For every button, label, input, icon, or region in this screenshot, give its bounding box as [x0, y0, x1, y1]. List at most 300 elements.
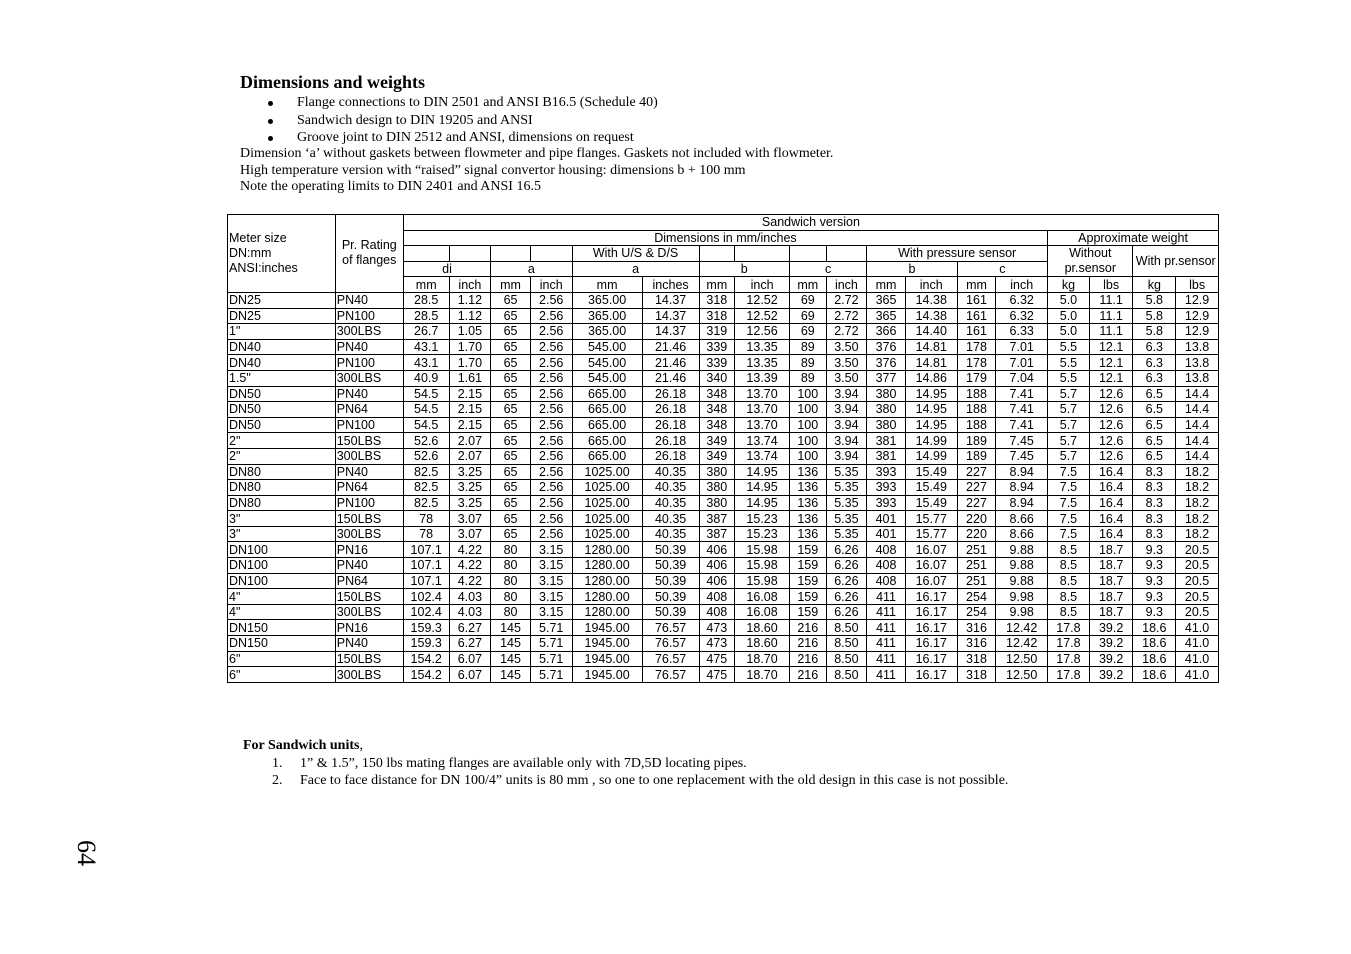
table-cell: 3.25 [449, 480, 491, 496]
table-cell: 3.15 [530, 558, 572, 574]
table-cell: 18.70 [735, 667, 790, 683]
table-cell: 13.8 [1176, 370, 1219, 386]
table-cell: 18.60 [735, 620, 790, 636]
table-cell: 8.5 [1048, 604, 1090, 620]
table-cell: 545.00 [572, 355, 642, 371]
page-title: Dimensions and weights [240, 72, 426, 92]
table-cell: 377 [867, 370, 906, 386]
table-cell: 18.6 [1133, 620, 1176, 636]
table-cell: 7.5 [1048, 511, 1090, 527]
table-cell: 365.00 [572, 292, 642, 308]
table-cell: 14.95 [735, 495, 790, 511]
table-cell: 14.99 [905, 433, 957, 449]
rating-cell: PN16 [335, 542, 403, 558]
table-cell: 2.56 [530, 339, 572, 355]
table-cell: 17.8 [1048, 620, 1090, 636]
meter-size-cell: 6" [228, 651, 336, 667]
table-cell: 8.5 [1048, 573, 1090, 589]
dimensions-weights-table [227, 214, 1219, 683]
table-cell: 6.07 [449, 667, 491, 683]
meter-size-cell: 2" [228, 448, 336, 464]
table-cell: 15.49 [905, 480, 957, 496]
table-cell: 14.95 [735, 464, 790, 480]
table-cell: 12.50 [996, 651, 1048, 667]
table-cell: 6.27 [449, 636, 491, 652]
table-cell: 50.39 [642, 558, 699, 574]
table-cell: 107.1 [403, 542, 449, 558]
table-cell: 5.8 [1133, 308, 1176, 324]
group-label-c-pressure: c [957, 261, 1047, 277]
table-row [228, 292, 1219, 308]
table-cell: 2.56 [530, 370, 572, 386]
table-cell: 411 [867, 589, 906, 605]
table-cell: 1.12 [449, 308, 491, 324]
table-cell: 21.46 [642, 355, 699, 371]
note-line: Note the operating limits to DIN 2401 and ANSI 16.5 [240, 179, 541, 195]
meter-size-cell: 2" [228, 433, 336, 449]
table-cell: 393 [867, 464, 906, 480]
table-cell: 12.56 [735, 324, 790, 340]
table-cell: 14.4 [1176, 448, 1219, 464]
table-cell: 7.5 [1048, 480, 1090, 496]
rating-cell: 300LBS [335, 526, 403, 542]
footer-item [240, 772, 1008, 789]
unit-header-cell: mm [491, 277, 531, 293]
table-cell: 15.77 [905, 526, 957, 542]
table-cell: 216 [790, 667, 827, 683]
table-cell: 1280.00 [572, 604, 642, 620]
table-cell: 7.41 [996, 386, 1048, 402]
sandwich-version-header: Sandwich version [403, 215, 1218, 231]
table-cell: 665.00 [572, 448, 642, 464]
table-cell: 348 [699, 402, 735, 418]
table-cell: 411 [867, 604, 906, 620]
table-cell: 5.35 [826, 464, 867, 480]
table-cell: 136 [790, 511, 827, 527]
footer-item-text: Face to face distance for DN 100/4” units is 80 mm , so one to one replacement with the old design in this case is not possible. [300, 773, 1009, 788]
table-cell: 5.7 [1048, 433, 1090, 449]
table-cell: 8.94 [996, 480, 1048, 496]
table-cell: 318 [699, 292, 735, 308]
table-cell: 89 [790, 370, 827, 386]
table-cell: 145 [491, 620, 531, 636]
table-cell: 2.56 [530, 526, 572, 542]
rating-cell: PN40 [335, 558, 403, 574]
table-cell: 16.07 [905, 542, 957, 558]
table-cell: 387 [699, 526, 735, 542]
note-line: High temperature version with “raised” signal convertor housing: dimensions b + 100 mm [240, 162, 746, 178]
blank-cell [403, 246, 449, 262]
table-cell: 65 [491, 433, 531, 449]
table-cell: 178 [957, 355, 996, 371]
table-cell: 2.56 [530, 495, 572, 511]
rating-cell: PN40 [335, 464, 403, 480]
meter-size-cell: 4" [228, 604, 336, 620]
table-cell: 380 [699, 495, 735, 511]
table-cell: 220 [957, 526, 996, 542]
table-cell: 80 [491, 542, 531, 558]
unit-header-cell: mm [572, 277, 642, 293]
table-cell: 7.45 [996, 448, 1048, 464]
table-cell: 7.5 [1048, 464, 1090, 480]
table-cell: 14.95 [905, 386, 957, 402]
table-cell: 339 [699, 355, 735, 371]
table-cell: 136 [790, 495, 827, 511]
table-cell: 189 [957, 448, 996, 464]
meter-size-cell: DN40 [228, 339, 336, 355]
table-cell: 18.7 [1089, 542, 1133, 558]
table-cell: 9.88 [996, 542, 1048, 558]
table-cell: 349 [699, 433, 735, 449]
table-cell: 18.60 [735, 636, 790, 652]
table-cell: 406 [699, 573, 735, 589]
table-cell: 14.38 [905, 308, 957, 324]
table-cell: 8.3 [1133, 495, 1176, 511]
table-cell: 411 [867, 667, 906, 683]
table-cell: 3.07 [449, 526, 491, 542]
footer-item-number: 2. [272, 773, 283, 788]
table-cell: 13.70 [735, 402, 790, 418]
table-cell: 3.50 [826, 370, 867, 386]
bullet-text: Flange connections to DIN 2501 and ANSI B16.5 (Schedule 40) [297, 95, 658, 110]
table-cell: 12.1 [1089, 339, 1133, 355]
rating-cell: PN40 [335, 339, 403, 355]
table-cell: 100 [790, 433, 827, 449]
table-cell: 473 [699, 620, 735, 636]
table-cell: 411 [867, 636, 906, 652]
table-cell: 26.18 [642, 417, 699, 433]
table-cell: 50.39 [642, 542, 699, 558]
table-cell: 18.7 [1089, 604, 1133, 620]
table-cell: 254 [957, 589, 996, 605]
approx-weight-header: Approximate weight [1048, 230, 1219, 246]
table-cell: 41.0 [1176, 651, 1219, 667]
table-cell: 39.2 [1089, 667, 1133, 683]
table-cell: 1025.00 [572, 464, 642, 480]
table-cell: 8.5 [1048, 589, 1090, 605]
table-cell: 17.8 [1048, 667, 1090, 683]
table-cell: 5.5 [1048, 370, 1090, 386]
footer-list [240, 755, 1008, 789]
meter-size-header-line: DN:mm [229, 245, 272, 260]
table-cell: 9.3 [1133, 558, 1176, 574]
table-cell: 78 [403, 526, 449, 542]
table-cell: 2.56 [530, 355, 572, 371]
table-cell: 188 [957, 417, 996, 433]
meter-size-cell: DN50 [228, 386, 336, 402]
table-cell: 2.07 [449, 448, 491, 464]
blank-cell [790, 246, 827, 262]
table-cell: 2.56 [530, 448, 572, 464]
table-cell: 16.17 [905, 604, 957, 620]
table-cell: 40.35 [642, 480, 699, 496]
table-cell: 1280.00 [572, 589, 642, 605]
bullet-item [240, 112, 658, 130]
table-cell: 11.1 [1089, 292, 1133, 308]
table-cell: 18.7 [1089, 558, 1133, 574]
table-cell: 6.26 [826, 573, 867, 589]
rating-cell: 150LBS [335, 651, 403, 667]
table-cell: 145 [491, 667, 531, 683]
table-cell: 1945.00 [572, 636, 642, 652]
table-cell: 145 [491, 651, 531, 667]
rating-header [335, 215, 403, 293]
table-cell: 12.42 [996, 620, 1048, 636]
table-cell: 50.39 [642, 573, 699, 589]
footer-item-number: 1. [272, 756, 283, 771]
table-cell: 41.0 [1176, 636, 1219, 652]
table-cell: 7.5 [1048, 526, 1090, 542]
blank-cell [826, 246, 867, 262]
unit-header-cell: mm [867, 277, 906, 293]
table-cell: 20.5 [1176, 542, 1219, 558]
table-cell: 5.35 [826, 480, 867, 496]
rating-cell: 150LBS [335, 589, 403, 605]
table-cell: 80 [491, 604, 531, 620]
meter-size-cell: DN80 [228, 495, 336, 511]
table-cell: 5.71 [530, 620, 572, 636]
table-cell: 380 [699, 480, 735, 496]
table-cell: 2.72 [826, 324, 867, 340]
table-cell: 14.99 [905, 448, 957, 464]
table-cell: 3.94 [826, 386, 867, 402]
table-cell: 393 [867, 495, 906, 511]
table-cell: 1280.00 [572, 558, 642, 574]
table-cell: 9.88 [996, 558, 1048, 574]
table-cell: 16.07 [905, 558, 957, 574]
table-row [228, 542, 1219, 558]
unit-header-cell: kg [1048, 277, 1090, 293]
table-cell: 8.50 [826, 620, 867, 636]
table-cell: 100 [790, 417, 827, 433]
table-cell: 365.00 [572, 324, 642, 340]
table-cell: 13.8 [1176, 355, 1219, 371]
table-row [228, 495, 1219, 511]
table-cell: 65 [491, 417, 531, 433]
table-cell: 216 [790, 636, 827, 652]
table-row [228, 386, 1219, 402]
table-cell: 12.9 [1176, 324, 1219, 340]
meter-size-cell: DN80 [228, 464, 336, 480]
unit-header-cell: inch [735, 277, 790, 293]
footer-item [240, 755, 1008, 772]
table-cell: 5.35 [826, 495, 867, 511]
table-cell: 545.00 [572, 370, 642, 386]
meter-size-cell: 1.5" [228, 370, 336, 386]
rating-cell: PN100 [335, 417, 403, 433]
footer-title-suffix: , [359, 738, 363, 753]
table-cell: 2.72 [826, 308, 867, 324]
table-row [228, 308, 1219, 324]
table-cell: 5.5 [1048, 339, 1090, 355]
rating-cell: PN16 [335, 620, 403, 636]
table-cell: 15.49 [905, 464, 957, 480]
table-cell: 2.56 [530, 402, 572, 418]
table-cell: 1025.00 [572, 495, 642, 511]
table-cell: 316 [957, 636, 996, 652]
without-prsensor-line: pr.sensor [1064, 261, 1116, 276]
table-cell: 6.26 [826, 604, 867, 620]
table-cell: 6.3 [1133, 339, 1176, 355]
table-cell: 5.71 [530, 667, 572, 683]
table-cell: 26.7 [403, 324, 449, 340]
table-cell: 6.5 [1133, 433, 1176, 449]
table-cell: 1280.00 [572, 542, 642, 558]
rating-cell: 300LBS [335, 370, 403, 386]
table-cell: 13.74 [735, 433, 790, 449]
unit-header-cell: inch [530, 277, 572, 293]
table-cell: 8.50 [826, 651, 867, 667]
unit-header-cell: kg [1133, 277, 1176, 293]
table-cell: 1280.00 [572, 573, 642, 589]
table-cell: 14.81 [905, 339, 957, 355]
table-cell: 11.1 [1089, 308, 1133, 324]
table-cell: 15.23 [735, 526, 790, 542]
table-row [228, 417, 1219, 433]
table-cell: 475 [699, 667, 735, 683]
table-cell: 8.3 [1133, 464, 1176, 480]
meter-size-header-line: Meter size [229, 230, 287, 245]
table-cell: 14.37 [642, 324, 699, 340]
table-cell: 1945.00 [572, 651, 642, 667]
table-cell: 65 [491, 448, 531, 464]
table-cell: 1.12 [449, 292, 491, 308]
table-cell: 227 [957, 464, 996, 480]
table-cell: 5.71 [530, 651, 572, 667]
table-cell: 76.57 [642, 651, 699, 667]
table-cell: 3.94 [826, 417, 867, 433]
table-cell: 8.50 [826, 667, 867, 683]
table-cell: 5.7 [1048, 417, 1090, 433]
rating-cell: PN64 [335, 402, 403, 418]
table-cell: 26.18 [642, 433, 699, 449]
table-cell: 1.70 [449, 355, 491, 371]
table-cell: 136 [790, 480, 827, 496]
table-cell: 43.1 [403, 355, 449, 371]
table-row [228, 651, 1219, 667]
table-cell: 16.4 [1089, 526, 1133, 542]
table-cell: 18.2 [1176, 495, 1219, 511]
table-cell: 2.56 [530, 433, 572, 449]
table-cell: 251 [957, 558, 996, 574]
table-cell: 26.18 [642, 402, 699, 418]
table-cell: 188 [957, 402, 996, 418]
rating-header-line: of flanges [342, 253, 397, 268]
table-cell: 665.00 [572, 386, 642, 402]
footer-title-bold: For Sandwich units [243, 738, 360, 753]
table-cell: 2.15 [449, 417, 491, 433]
table-cell: 18.2 [1176, 511, 1219, 527]
table-cell: 376 [867, 355, 906, 371]
table-cell: 65 [491, 370, 531, 386]
table-cell: 6.26 [826, 589, 867, 605]
table-cell: 12.52 [735, 292, 790, 308]
table-cell: 6.3 [1133, 370, 1176, 386]
table-cell: 393 [867, 480, 906, 496]
table-cell: 159 [790, 573, 827, 589]
table-cell: 9.98 [996, 604, 1048, 620]
table-cell: 82.5 [403, 480, 449, 496]
table-cell: 102.4 [403, 604, 449, 620]
without-prsensor-header [1048, 246, 1133, 277]
table-cell: 40.35 [642, 526, 699, 542]
table-cell: 12.9 [1176, 308, 1219, 324]
table-cell: 5.0 [1048, 324, 1090, 340]
table-cell: 12.6 [1089, 433, 1133, 449]
table-cell: 18.7 [1089, 589, 1133, 605]
table-cell: 80 [491, 558, 531, 574]
rating-cell: PN40 [335, 292, 403, 308]
table-cell: 380 [867, 386, 906, 402]
table-cell: 2.15 [449, 402, 491, 418]
table-cell: 14.4 [1176, 433, 1219, 449]
table-cell: 20.5 [1176, 558, 1219, 574]
table-cell: 40.9 [403, 370, 449, 386]
table-cell: 41.0 [1176, 620, 1219, 636]
table-cell: 12.1 [1089, 370, 1133, 386]
table-cell: 18.6 [1133, 667, 1176, 683]
table-row [228, 573, 1219, 589]
table-cell: 665.00 [572, 402, 642, 418]
table-cell: 13.8 [1176, 339, 1219, 355]
table-cell: 3.50 [826, 339, 867, 355]
table-cell: 188 [957, 386, 996, 402]
blank-cell [735, 246, 790, 262]
table-cell: 6.26 [826, 558, 867, 574]
table-cell: 16.17 [905, 636, 957, 652]
with-us-ds-header: With U/S & D/S [572, 246, 699, 262]
table-cell: 40.35 [642, 511, 699, 527]
meter-size-cell: DN40 [228, 355, 336, 371]
table-cell: 159.3 [403, 636, 449, 652]
table-cell: 1025.00 [572, 526, 642, 542]
rating-header-line: Pr. Rating [341, 238, 397, 253]
table-cell: 7.01 [996, 355, 1048, 371]
with-pressure-sensor-header: With pressure sensor [867, 246, 1048, 262]
table-cell: 14.37 [642, 292, 699, 308]
table-cell: 5.7 [1048, 386, 1090, 402]
dimensions-header: Dimensions in mm/inches [403, 230, 1047, 246]
table-cell: 411 [867, 651, 906, 667]
table-cell: 16.08 [735, 604, 790, 620]
table-cell: 159 [790, 542, 827, 558]
table-cell: 1025.00 [572, 511, 642, 527]
table-cell: 14.4 [1176, 386, 1219, 402]
meter-size-cell: 1" [228, 324, 336, 340]
table-cell: 216 [790, 620, 827, 636]
table-cell: 20.5 [1176, 573, 1219, 589]
table-cell: 5.8 [1133, 292, 1176, 308]
table-cell: 14.95 [905, 417, 957, 433]
table-cell: 89 [790, 355, 827, 371]
table-cell: 8.94 [996, 495, 1048, 511]
table-cell: 18.2 [1176, 464, 1219, 480]
table-cell: 5.35 [826, 511, 867, 527]
table-cell: 406 [699, 558, 735, 574]
table-cell: 387 [699, 511, 735, 527]
bullet-item [240, 94, 658, 112]
blank-cell [491, 246, 531, 262]
table-cell: 6.27 [449, 620, 491, 636]
table-row [228, 433, 1219, 449]
table-cell: 14.4 [1176, 402, 1219, 418]
table-cell: 136 [790, 464, 827, 480]
meter-size-cell: DN25 [228, 308, 336, 324]
table-cell: 365 [867, 292, 906, 308]
table-row [228, 636, 1219, 652]
table-cell: 39.2 [1089, 636, 1133, 652]
table-cell: 43.1 [403, 339, 449, 355]
